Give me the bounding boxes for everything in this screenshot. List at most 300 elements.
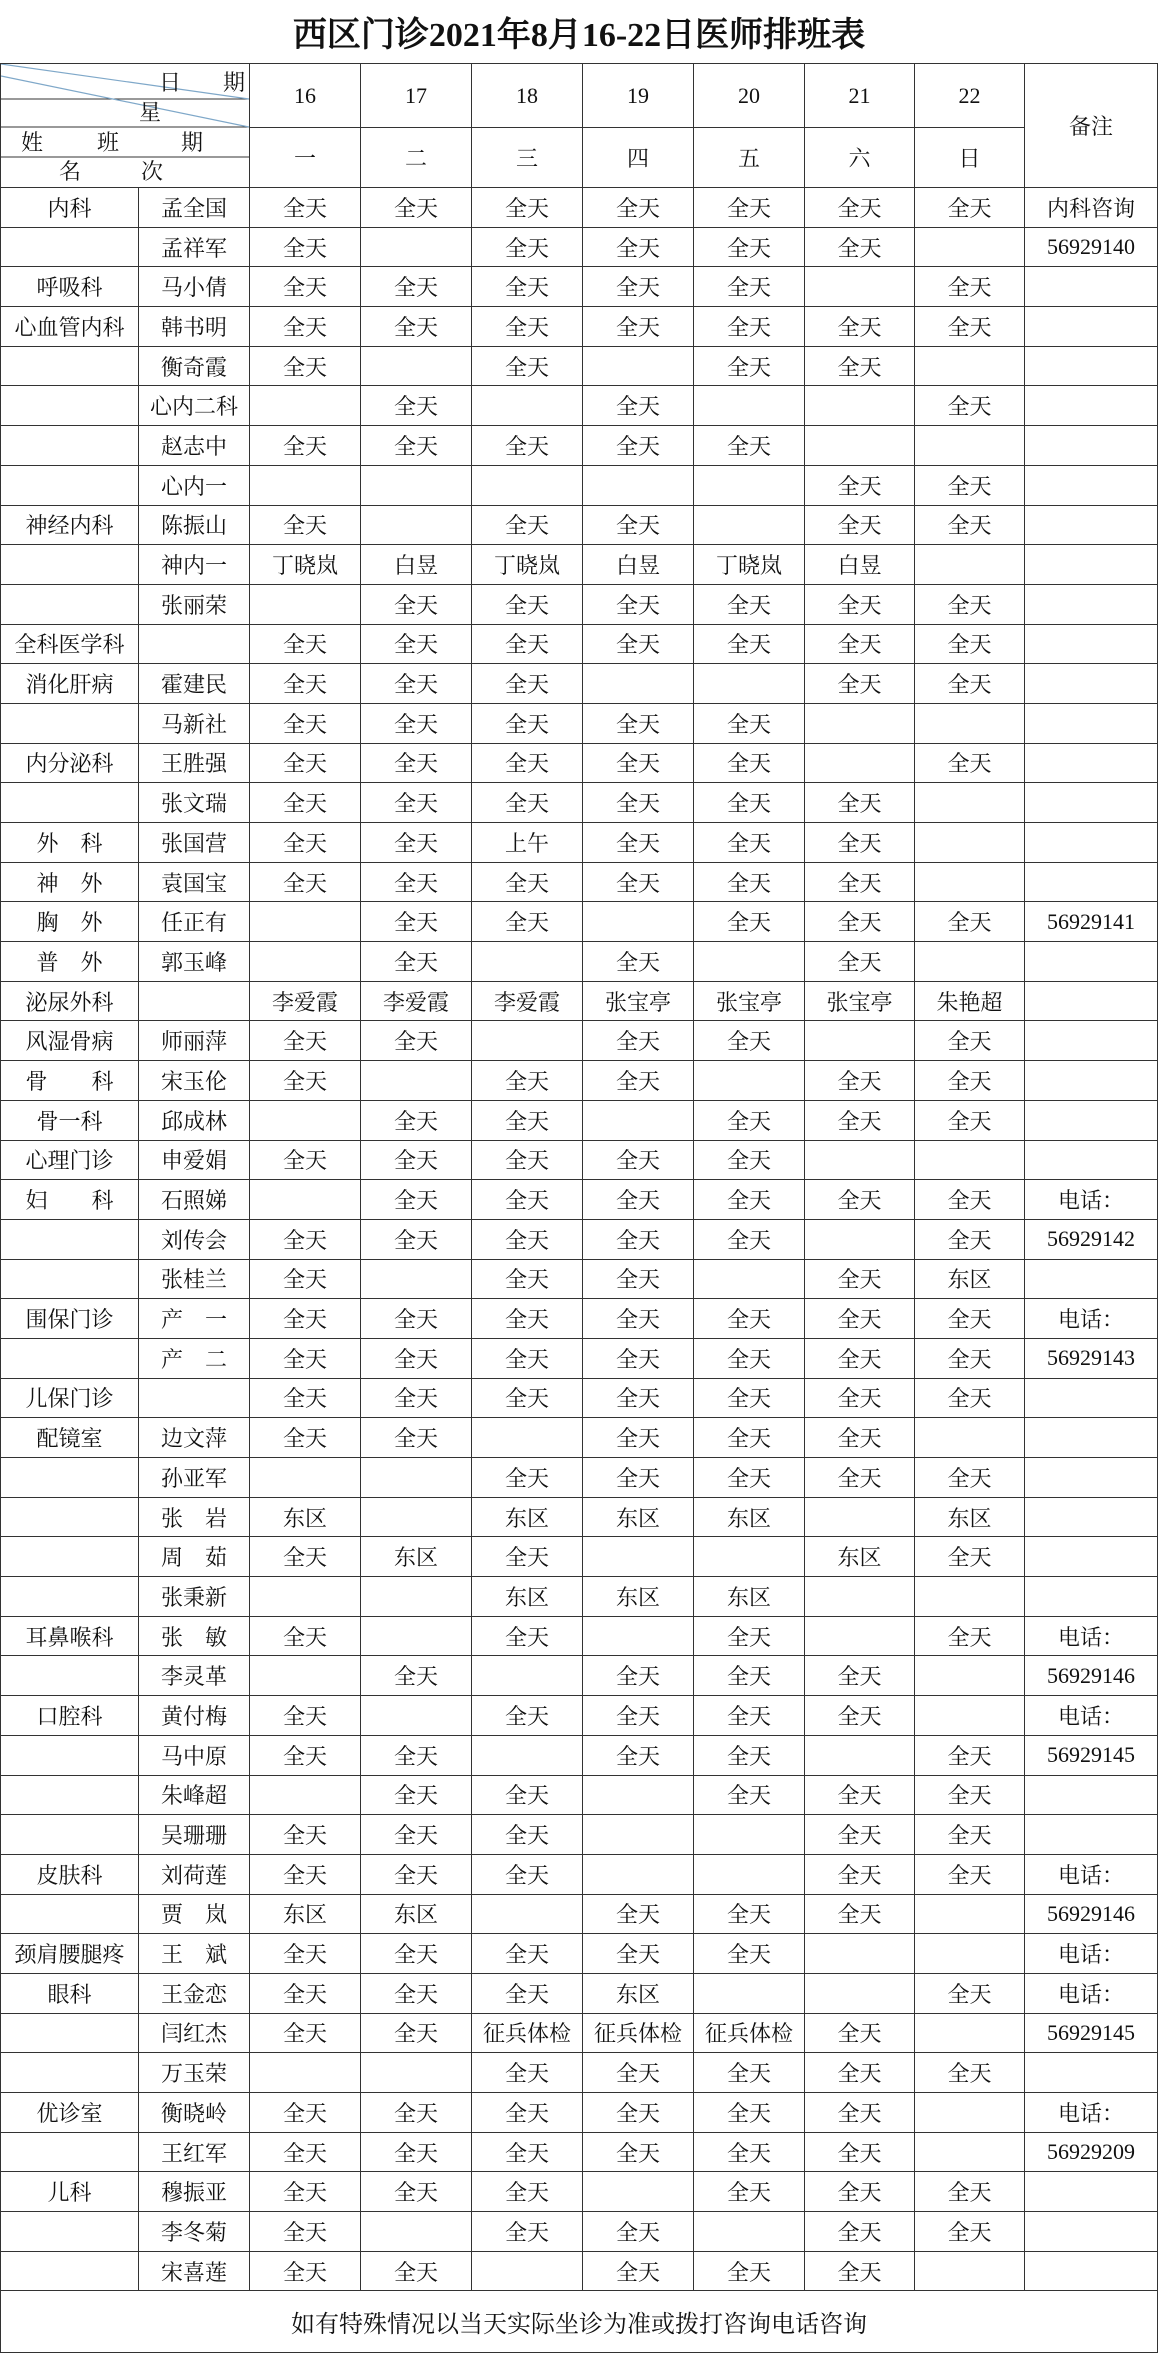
shift-cell: 全天: [915, 902, 1025, 942]
shift-cell: [361, 2212, 472, 2252]
shift-cell: 全天: [361, 1299, 472, 1339]
shift-cell: 全天: [915, 267, 1025, 307]
shift-cell: 全天: [583, 1934, 694, 1974]
doctor-name-cell: 王胜强: [139, 744, 250, 784]
doctor-name-cell: 张秉新: [139, 1577, 250, 1617]
shift-cell: [915, 942, 1025, 982]
shift-cell: 全天: [361, 744, 472, 784]
shift-cell: 全天: [805, 1260, 915, 1300]
shift-cell: [915, 426, 1025, 466]
note-cell: 56929146: [1025, 1656, 1158, 1696]
shift-cell: 全天: [694, 1617, 805, 1657]
doctor-name-cell: 张 敏: [139, 1617, 250, 1657]
doctor-name-cell: 石照娣: [139, 1180, 250, 1220]
shift-cell: 全天: [805, 2252, 915, 2292]
note-cell: [1025, 1379, 1158, 1419]
shift-cell: 全天: [694, 1339, 805, 1379]
doctor-name-cell: 宋玉伦: [139, 1061, 250, 1101]
shift-cell: 东区: [472, 1498, 583, 1538]
shift-cell: [915, 1577, 1025, 1617]
shift-cell: 全天: [250, 664, 361, 704]
shift-cell: 全天: [361, 188, 472, 228]
department-cell: [1, 2252, 139, 2292]
remarks-header-cell: 备注: [1025, 64, 1158, 188]
shift-cell: 丁晓岚: [250, 545, 361, 585]
doctor-name-cell: 刘传会: [139, 1220, 250, 1260]
shift-cell: 全天: [805, 664, 915, 704]
doctor-name-cell: [139, 1379, 250, 1419]
shift-cell: [694, 1974, 805, 2014]
shift-cell: 全天: [805, 1895, 915, 1935]
shift-cell: [250, 1656, 361, 1696]
doctor-name-cell: 产 一: [139, 1299, 250, 1339]
shift-cell: 全天: [694, 1736, 805, 1776]
doctor-name-cell: 孟祥军: [139, 228, 250, 268]
shift-cell: 丁晓岚: [694, 545, 805, 585]
note-cell: [1025, 1498, 1158, 1538]
shift-cell: 东区: [361, 1895, 472, 1935]
doctor-name-cell: 王 斌: [139, 1934, 250, 1974]
shift-cell: 全天: [250, 2014, 361, 2054]
note-cell: [1025, 386, 1158, 426]
note-cell: 56929142: [1025, 1220, 1158, 1260]
note-cell: [1025, 347, 1158, 387]
note-cell: 电话：: [1025, 1934, 1158, 1974]
shift-cell: 全天: [472, 902, 583, 942]
department-cell: [1, 585, 139, 625]
department-cell: 心理门诊: [1, 1141, 139, 1181]
note-cell: [1025, 1418, 1158, 1458]
shift-cell: 全天: [583, 1895, 694, 1935]
shift-cell: [915, 2014, 1025, 2054]
doctor-name-cell: 心内一: [139, 466, 250, 506]
shift-cell: 全天: [694, 307, 805, 347]
department-cell: 神 外: [1, 863, 139, 903]
shift-cell: [361, 2053, 472, 2093]
shift-cell: 全天: [915, 1339, 1025, 1379]
shift-cell: 全天: [583, 1418, 694, 1458]
shift-cell: 全天: [250, 1617, 361, 1657]
shift-cell: [472, 1895, 583, 1935]
shift-cell: 全天: [805, 188, 915, 228]
shift-cell: [915, 2093, 1025, 2133]
shift-cell: [472, 942, 583, 982]
shift-cell: 全天: [361, 625, 472, 665]
shift-cell: 全天: [472, 1101, 583, 1141]
shift-cell: 全天: [583, 1458, 694, 1498]
shift-cell: [361, 228, 472, 268]
note-cell: [1025, 1141, 1158, 1181]
shift-cell: 全天: [250, 1021, 361, 1061]
corner-label-week-2: 期: [181, 130, 204, 155]
shift-cell: 全天: [694, 1180, 805, 1220]
shift-cell: 全天: [694, 1141, 805, 1181]
shift-cell: 全天: [472, 1061, 583, 1101]
shift-cell: 全天: [805, 506, 915, 546]
shift-cell: 全天: [805, 823, 915, 863]
shift-cell: 全天: [250, 744, 361, 784]
shift-cell: 全天: [915, 1061, 1025, 1101]
department-cell: [1, 1815, 139, 1855]
shift-cell: 全天: [583, 506, 694, 546]
shift-cell: 全天: [583, 1141, 694, 1181]
shift-cell: 全天: [583, 704, 694, 744]
doctor-name-cell: 朱峰超: [139, 1776, 250, 1816]
note-cell: [1025, 704, 1158, 744]
weekday-header-cell: 日: [915, 128, 1025, 188]
shift-cell: 全天: [472, 1537, 583, 1577]
shift-cell: 全天: [472, 1815, 583, 1855]
shift-cell: [805, 1736, 915, 1776]
shift-cell: 全天: [583, 228, 694, 268]
doctor-name-cell: [139, 625, 250, 665]
shift-cell: 全天: [361, 783, 472, 823]
shift-cell: 全天: [805, 2014, 915, 2054]
department-cell: [1, 1776, 139, 1816]
department-cell: 骨 科: [1, 1061, 139, 1101]
shift-cell: 全天: [250, 188, 361, 228]
date-header-cell: 19: [583, 64, 694, 128]
doctor-name-cell: 王金恋: [139, 1974, 250, 2014]
doctor-name-cell: 心内二科: [139, 386, 250, 426]
department-cell: [1, 347, 139, 387]
department-cell: 眼科: [1, 1974, 139, 2014]
shift-cell: [361, 1061, 472, 1101]
shift-cell: 全天: [472, 1934, 583, 1974]
shift-cell: 全天: [472, 1180, 583, 1220]
shift-cell: [694, 1815, 805, 1855]
shift-cell: [472, 466, 583, 506]
shift-cell: 全天: [583, 188, 694, 228]
shift-cell: 全天: [805, 863, 915, 903]
shift-cell: 全天: [805, 307, 915, 347]
shift-cell: 全天: [915, 1379, 1025, 1419]
department-cell: [1, 386, 139, 426]
shift-cell: [583, 1617, 694, 1657]
shift-cell: [805, 267, 915, 307]
department-cell: [1, 1260, 139, 1300]
department-cell: 全科医学科: [1, 625, 139, 665]
shift-cell: 全天: [250, 2133, 361, 2173]
shift-cell: 东区: [583, 1498, 694, 1538]
shift-cell: 东区: [805, 1537, 915, 1577]
shift-cell: 全天: [250, 625, 361, 665]
department-cell: [1, 1339, 139, 1379]
doctor-name-cell: 吴珊珊: [139, 1815, 250, 1855]
note-cell: 电话：: [1025, 1299, 1158, 1339]
department-cell: [1, 1577, 139, 1617]
shift-cell: 全天: [250, 307, 361, 347]
note-cell: [1025, 625, 1158, 665]
shift-cell: 全天: [805, 1776, 915, 1816]
corner-label-date-2: 期: [223, 70, 246, 95]
shift-cell: 全天: [915, 585, 1025, 625]
shift-cell: 全天: [805, 1815, 915, 1855]
shift-cell: 全天: [472, 307, 583, 347]
note-cell: [1025, 1537, 1158, 1577]
shift-cell: 全天: [250, 1379, 361, 1419]
shift-cell: 全天: [361, 585, 472, 625]
shift-cell: 全天: [805, 466, 915, 506]
shift-cell: [915, 545, 1025, 585]
shift-cell: 全天: [915, 506, 1025, 546]
date-header-cell: 21: [805, 64, 915, 128]
shift-cell: 全天: [694, 704, 805, 744]
shift-cell: 全天: [805, 942, 915, 982]
shift-cell: [583, 1815, 694, 1855]
shift-cell: [361, 1696, 472, 1736]
shift-cell: [694, 1537, 805, 1577]
note-cell: 电话：: [1025, 1180, 1158, 1220]
shift-cell: [915, 704, 1025, 744]
weekday-header-cell: 一: [250, 128, 361, 188]
shift-cell: 上午: [472, 823, 583, 863]
corner-label-week: 星: [139, 100, 162, 125]
shift-cell: 全天: [583, 2133, 694, 2173]
shift-cell: 全天: [361, 1815, 472, 1855]
shift-cell: 全天: [583, 863, 694, 903]
shift-cell: 全天: [694, 1418, 805, 1458]
shift-cell: 全天: [472, 228, 583, 268]
corner-label-shift-1: 班: [97, 130, 120, 155]
note-cell: [1025, 783, 1158, 823]
shift-cell: 全天: [361, 267, 472, 307]
shift-cell: 全天: [694, 1101, 805, 1141]
shift-cell: 全天: [583, 1220, 694, 1260]
corner-label-date-1: 日: [159, 70, 182, 95]
department-cell: 儿科: [1, 2172, 139, 2212]
shift-cell: [250, 942, 361, 982]
shift-cell: 全天: [361, 942, 472, 982]
note-cell: [1025, 585, 1158, 625]
shift-cell: [250, 2053, 361, 2093]
note-cell: 56929143: [1025, 1339, 1158, 1379]
note-cell: [1025, 1815, 1158, 1855]
shift-cell: [583, 1101, 694, 1141]
department-cell: 外 科: [1, 823, 139, 863]
shift-cell: 全天: [915, 188, 1025, 228]
shift-cell: 全天: [250, 1061, 361, 1101]
shift-cell: 全天: [583, 386, 694, 426]
shift-cell: 全天: [583, 1299, 694, 1339]
shift-cell: 征兵体检: [583, 2014, 694, 2054]
department-cell: 消化肝病: [1, 664, 139, 704]
shift-cell: [250, 1180, 361, 1220]
shift-cell: [915, 2133, 1025, 2173]
shift-cell: 全天: [361, 1736, 472, 1776]
footer-note: 如有特殊情况以当天实际坐诊为准或拨打咨询电话咨询: [1, 2291, 1158, 2353]
shift-cell: 全天: [915, 2053, 1025, 2093]
shift-cell: 全天: [250, 228, 361, 268]
shift-cell: [583, 2172, 694, 2212]
shift-cell: [472, 1656, 583, 1696]
note-cell: [1025, 744, 1158, 784]
shift-cell: 全天: [583, 267, 694, 307]
shift-cell: [250, 585, 361, 625]
shift-cell: 张宝亭: [694, 982, 805, 1022]
date-header-cell: 22: [915, 64, 1025, 128]
shift-cell: 全天: [583, 1061, 694, 1101]
department-cell: [1, 545, 139, 585]
weekday-header-cell: 三: [472, 128, 583, 188]
shift-cell: 全天: [472, 1379, 583, 1419]
doctor-name-cell: 闫红杰: [139, 2014, 250, 2054]
shift-cell: 全天: [915, 1220, 1025, 1260]
shift-cell: 全天: [805, 1299, 915, 1339]
shift-cell: 全天: [583, 942, 694, 982]
shift-cell: 全天: [583, 585, 694, 625]
corner-label-shift-2: 次: [141, 159, 164, 184]
shift-cell: 全天: [472, 2172, 583, 2212]
department-cell: 儿保门诊: [1, 1379, 139, 1419]
shift-cell: [694, 1061, 805, 1101]
shift-cell: 全天: [472, 744, 583, 784]
shift-cell: [805, 1617, 915, 1657]
department-cell: 神经内科: [1, 506, 139, 546]
shift-cell: 全天: [694, 228, 805, 268]
shift-cell: 全天: [250, 347, 361, 387]
shift-cell: 全天: [805, 1180, 915, 1220]
shift-cell: 全天: [361, 1974, 472, 2014]
note-cell: 56929209: [1025, 2133, 1158, 2173]
doctor-name-cell: 张 岩: [139, 1498, 250, 1538]
shift-cell: 全天: [361, 426, 472, 466]
note-cell: [1025, 664, 1158, 704]
department-cell: [1, 426, 139, 466]
shift-cell: [250, 386, 361, 426]
doctor-name-cell: 邱成林: [139, 1101, 250, 1141]
shift-cell: 全天: [805, 2093, 915, 2133]
doctor-name-cell: 边文萍: [139, 1418, 250, 1458]
shift-cell: 全天: [583, 307, 694, 347]
shift-cell: 全天: [694, 625, 805, 665]
note-cell: [1025, 545, 1158, 585]
shift-cell: [915, 823, 1025, 863]
shift-cell: [915, 228, 1025, 268]
shift-cell: 全天: [805, 1061, 915, 1101]
corner-label-name-1: 姓: [21, 130, 44, 155]
shift-cell: 全天: [915, 1776, 1025, 1816]
shift-cell: [694, 1855, 805, 1895]
note-cell: [1025, 2252, 1158, 2292]
shift-cell: 全天: [694, 1934, 805, 1974]
note-cell: [1025, 1776, 1158, 1816]
shift-cell: [361, 1458, 472, 1498]
shift-cell: 全天: [361, 2014, 472, 2054]
shift-cell: [583, 1855, 694, 1895]
department-cell: [1, 1220, 139, 1260]
shift-cell: 白昱: [361, 545, 472, 585]
doctor-name-cell: 张文瑞: [139, 783, 250, 823]
department-cell: 妇 科: [1, 1180, 139, 1220]
shift-cell: [361, 1498, 472, 1538]
shift-cell: 全天: [361, 863, 472, 903]
shift-cell: 全天: [472, 1260, 583, 1300]
shift-cell: [250, 1577, 361, 1617]
shift-cell: [805, 426, 915, 466]
shift-cell: 全天: [915, 1855, 1025, 1895]
doctor-name-cell: 周 茹: [139, 1537, 250, 1577]
shift-cell: [915, 347, 1025, 387]
note-cell: 56929141: [1025, 902, 1158, 942]
shift-cell: 全天: [805, 1855, 915, 1895]
shift-cell: 全天: [361, 2252, 472, 2292]
shift-cell: 全天: [250, 863, 361, 903]
shift-cell: 全天: [472, 863, 583, 903]
doctor-name-cell: 郭玉峰: [139, 942, 250, 982]
doctor-name-cell: 刘荷莲: [139, 1855, 250, 1895]
note-cell: [1025, 2212, 1158, 2252]
shift-cell: [583, 1537, 694, 1577]
shift-cell: 全天: [805, 1458, 915, 1498]
corner-divider-lines: [1, 64, 249, 187]
department-cell: 颈肩腰腿疼: [1, 1934, 139, 1974]
shift-cell: 全天: [472, 1299, 583, 1339]
shift-cell: [583, 466, 694, 506]
shift-cell: 全天: [361, 1101, 472, 1141]
shift-cell: 全天: [472, 1141, 583, 1181]
shift-cell: 全天: [361, 2133, 472, 2173]
shift-cell: 全天: [583, 1379, 694, 1419]
shift-cell: 全天: [250, 1141, 361, 1181]
shift-cell: 全天: [694, 585, 805, 625]
shift-cell: 白昱: [583, 545, 694, 585]
shift-cell: 全天: [915, 1736, 1025, 1776]
shift-cell: 全天: [472, 188, 583, 228]
shift-cell: 全天: [250, 2172, 361, 2212]
shift-cell: [472, 2252, 583, 2292]
shift-cell: 全天: [805, 1379, 915, 1419]
shift-cell: [915, 1141, 1025, 1181]
shift-cell: 全天: [694, 2093, 805, 2133]
doctor-name-cell: 衡晓岭: [139, 2093, 250, 2133]
shift-cell: 全天: [915, 2172, 1025, 2212]
department-cell: [1, 783, 139, 823]
department-cell: 胸 外: [1, 902, 139, 942]
note-cell: [1025, 942, 1158, 982]
shift-cell: [805, 1934, 915, 1974]
shift-cell: 东区: [583, 1577, 694, 1617]
doctor-name-cell: 张桂兰: [139, 1260, 250, 1300]
doctor-name-cell: 李灵革: [139, 1656, 250, 1696]
shift-cell: [361, 347, 472, 387]
doctor-name-cell: 王红军: [139, 2133, 250, 2173]
shift-cell: 全天: [694, 347, 805, 387]
shift-cell: 李爱霞: [472, 982, 583, 1022]
shift-cell: 全天: [250, 1696, 361, 1736]
shift-cell: [915, 1696, 1025, 1736]
corner-label-name-2: 名: [59, 159, 82, 184]
shift-cell: 全天: [583, 625, 694, 665]
note-cell: 内科咨询: [1025, 188, 1158, 228]
shift-cell: 全天: [250, 1815, 361, 1855]
shift-cell: 全天: [583, 2053, 694, 2093]
shift-cell: 全天: [583, 1339, 694, 1379]
shift-cell: 东区: [250, 1895, 361, 1935]
shift-cell: [805, 386, 915, 426]
weekday-header-cell: 二: [361, 128, 472, 188]
note-cell: [1025, 506, 1158, 546]
shift-cell: 全天: [250, 426, 361, 466]
shift-cell: 李爱霞: [361, 982, 472, 1022]
department-cell: 皮肤科: [1, 1855, 139, 1895]
shift-cell: 全天: [472, 2053, 583, 2093]
weekday-header-cell: 六: [805, 128, 915, 188]
shift-cell: 全天: [361, 1220, 472, 1260]
department-cell: 优诊室: [1, 2093, 139, 2133]
shift-cell: 东区: [694, 1498, 805, 1538]
doctor-name-cell: 陈振山: [139, 506, 250, 546]
